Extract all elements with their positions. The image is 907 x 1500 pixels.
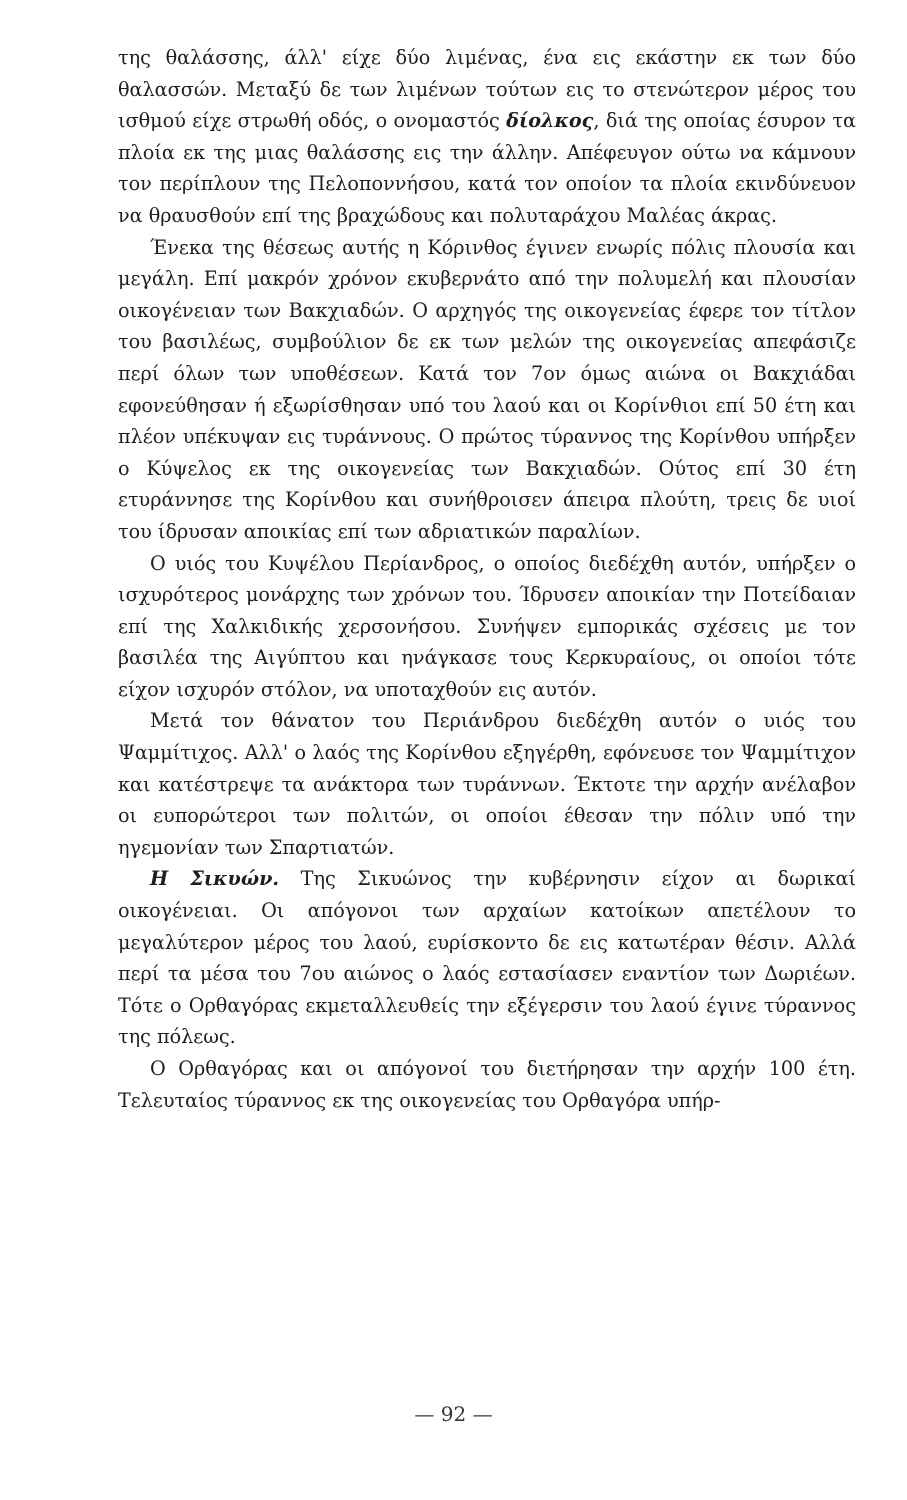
paragraph — [118, 1053, 856, 1116]
body-text — [118, 42, 856, 1116]
paragraph-text: , διά της οποίας έσυρον τα πλοία εκ της μιας θαλάσσης εις την άλλην. Απέφευγον ούτω να κάμνουν τον περίπλουν της Πελοποννήσου, κατά τον οποίον τα πλοία εκινδύνευον να θραυσθούν επί της βραχώδους και πολυταράχου Μαλέας άκρας. — [118, 109, 856, 227]
paragraph — [118, 232, 856, 548]
emphasized-term: Η Σικυών. — [150, 867, 280, 891]
paragraph-text: της θαλάσσης, άλλ' είχε δύο λιμένας, ένα εις εκάστην εκ των δύο θαλασσών. Μεταξύ δε των λιμένων τούτων εις το στενώτερον μέρος του ισθμού είχε στρωθή οδός, ο ονομαστός — [118, 46, 856, 133]
paragraph-text: Ο Ορθαγόρας και οι απόγονοί του διετήρησαν την αρχήν 100 έτη. Τελευταίος τύραννος εκ της οικογενείας του Ορθαγόρα υπήρ- — [118, 1057, 856, 1112]
paragraph-text: Ο υιός του Κυψέλου Περίανδρος, ο οποίος διεδέχθη αυτόν, υπήρξεν ο ισχυρότερος μονάρχης των χρόνων του. Ίδρυσεν αποικίαν την Ποτείδαιαν επί της Χαλκιδικής χερσονήσου. Συνήψεν εμπορικάς σχέσεις με τον βασιλέα της Αιγύπτου και ηνάγκασε τους Κερκυραίους, οι οποίοι τότε είχον ισχυρόν στόλον, να υποταχθούν εις αυτόν. — [118, 551, 856, 701]
paragraph — [118, 42, 856, 232]
paragraph — [118, 863, 856, 1053]
paragraph — [118, 705, 856, 863]
paragraph-text: Της Σικυώνος την κυβέρνησιν είχον αι δωρικαί οικογένειαι. Οι απόγονοι των αρχαίων κατοίκων απετέλουν το μεγαλύτερον μέρος του λαού, ευρίσκοντο δε εις κατωτέραν θέσιν. Αλλά περί τα μέσα του 7ου αιώνος ο λαός εστασίασεν εναντίον των Δωριέων. Τότε ο Ορθαγόρας εκμεταλλευθείς την εξέγερσιν του λαού έγινε τύραννος της πόλεως. — [118, 867, 856, 1049]
paragraph-text: Ένεκα της θέσεως αυτής η Κόρινθος έγινεν ενωρίς πόλις πλουσία και μεγάλη. Επί μακρόν χρόνον εκυβερνάτο από την πολυμελή και πλουσίαν οικογένειαν των Βακχιαδών. Ο αρχηγός της οικογενείας έφερε τον τίτλον του βασιλέως, συμβούλιον δε εκ των μελών της οικογενείας απεφάσιζε περί όλων των υποθέσεων. Κατά τον 7ον όμως αιώνα οι Βακχιάδαι εφονεύθησαν ή εξωρίσθησαν υπό του λαού και οι Κορίνθιοι επί 50 έτη και πλέον υπέκυψαν εις τυράννους. Ο πρώτος τύραννος της Κορίνθου υπήρξεν ο Κύψελος εκ της οικογενείας των Βακχιαδών. Ούτος επί 30 έτη ετυράννησε της Κορίνθου και συνήθροισεν άπειρα πλούτη, τρεις δε υιοί του ίδρυσαν αποικίας επί των αδριατικών παραλίων. — [118, 235, 856, 543]
page-number: — 92 — — [414, 1402, 493, 1426]
paragraph-text: Μετά τον θάνατον του Περιάνδρου διεδέχθη αυτόν ο υιός του Ψαμμίτιχος. Αλλ' ο λαός της Κορίνθου εξηγέρθη, εφόνευσε τον Ψαμμίτιχον και κατέστρεψε τα ανάκτορα των τυράννων. Έκτοτε την αρχήν ανέλαβον οι ευπορώτεροι των πολιτών, οι οποίοι έθεσαν την πόλιν υπό την ηγεμονίαν των Σπαρτιατών. — [118, 709, 856, 859]
paragraph — [118, 548, 856, 706]
emphasized-term: δίολκος — [506, 109, 594, 133]
